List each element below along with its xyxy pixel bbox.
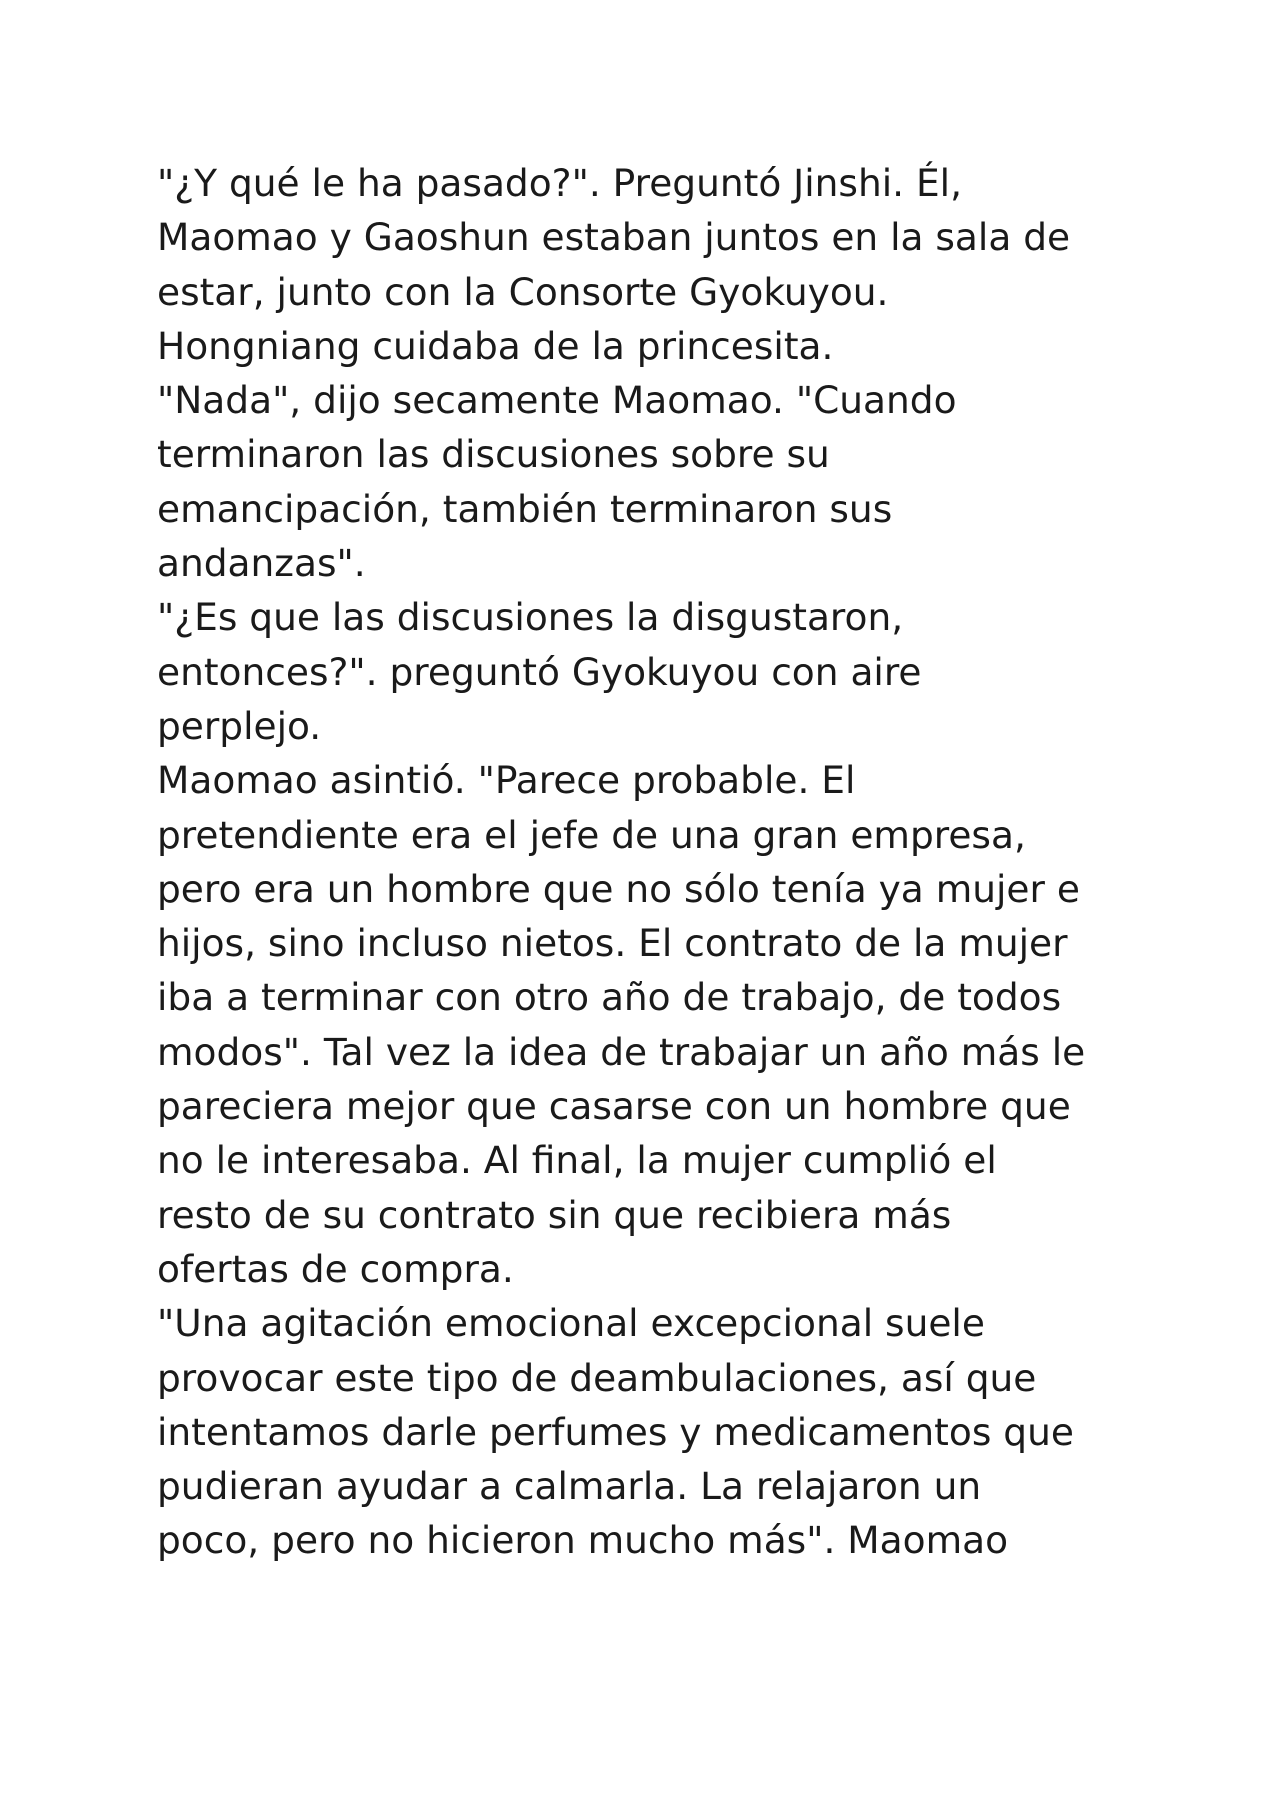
text-line: pudieran ayudar a calmarla. La relajaron un xyxy=(157,1464,982,1509)
text-line: Maomao y Gaoshun estaban juntos en la sala de xyxy=(157,215,1071,260)
text-line: hijos, sino incluso nietos. El contrato de la mujer xyxy=(157,921,1068,966)
text-line: emancipación, también terminaron sus xyxy=(157,486,893,531)
text-line: provocar este tipo de deambulaciones, así que xyxy=(157,1355,1037,1400)
text-line: perplejo. xyxy=(157,703,322,748)
text-line: ofertas de compra. xyxy=(157,1246,514,1291)
text-line: terminaron las discusiones sobre su xyxy=(157,432,830,477)
text-line: "¿Es que las discusiones la disgustaron, xyxy=(157,595,904,640)
text-line: poco, pero no hicieron mucho más". Maomao xyxy=(157,1518,1009,1563)
text-line: intentamos darle perfumes y medicamentos que xyxy=(157,1409,1074,1454)
text-line: "Nada", dijo secamente Maomao. "Cuando xyxy=(157,378,957,423)
text-line: estar, junto con la Consorte Gyokuyou. xyxy=(157,269,889,314)
text-line: modos". Tal vez la idea de trabajar un año más le xyxy=(157,1029,1086,1074)
text-line: andanzas". xyxy=(157,541,366,586)
body-text xyxy=(157,156,1157,1568)
text-line: "Una agitación emocional excepcional suele xyxy=(157,1301,985,1346)
text-line: entonces?". preguntó Gyokuyou con aire xyxy=(157,649,922,694)
text-line: pareciera mejor que casarse con un hombre que xyxy=(157,1084,1071,1129)
text-line: "¿Y qué le ha pasado?". Preguntó Jinshi. Él, xyxy=(157,161,963,205)
text-line: resto de su contrato sin que recibiera más xyxy=(157,1192,952,1237)
text-line: pretendiente era el jefe de una gran empresa, xyxy=(157,812,1026,857)
text-line: no le interesaba. Al final, la mujer cumplió el xyxy=(157,1138,997,1183)
text-line: iba a terminar con otro año de trabajo, de todos xyxy=(157,975,1062,1020)
text-line: Hongniang cuidaba de la princesita. xyxy=(157,323,834,368)
text-line: pero era un hombre que no sólo tenía ya mujer e xyxy=(157,866,1080,911)
text-line: Maomao asintió. "Parece probable. El xyxy=(157,758,856,803)
